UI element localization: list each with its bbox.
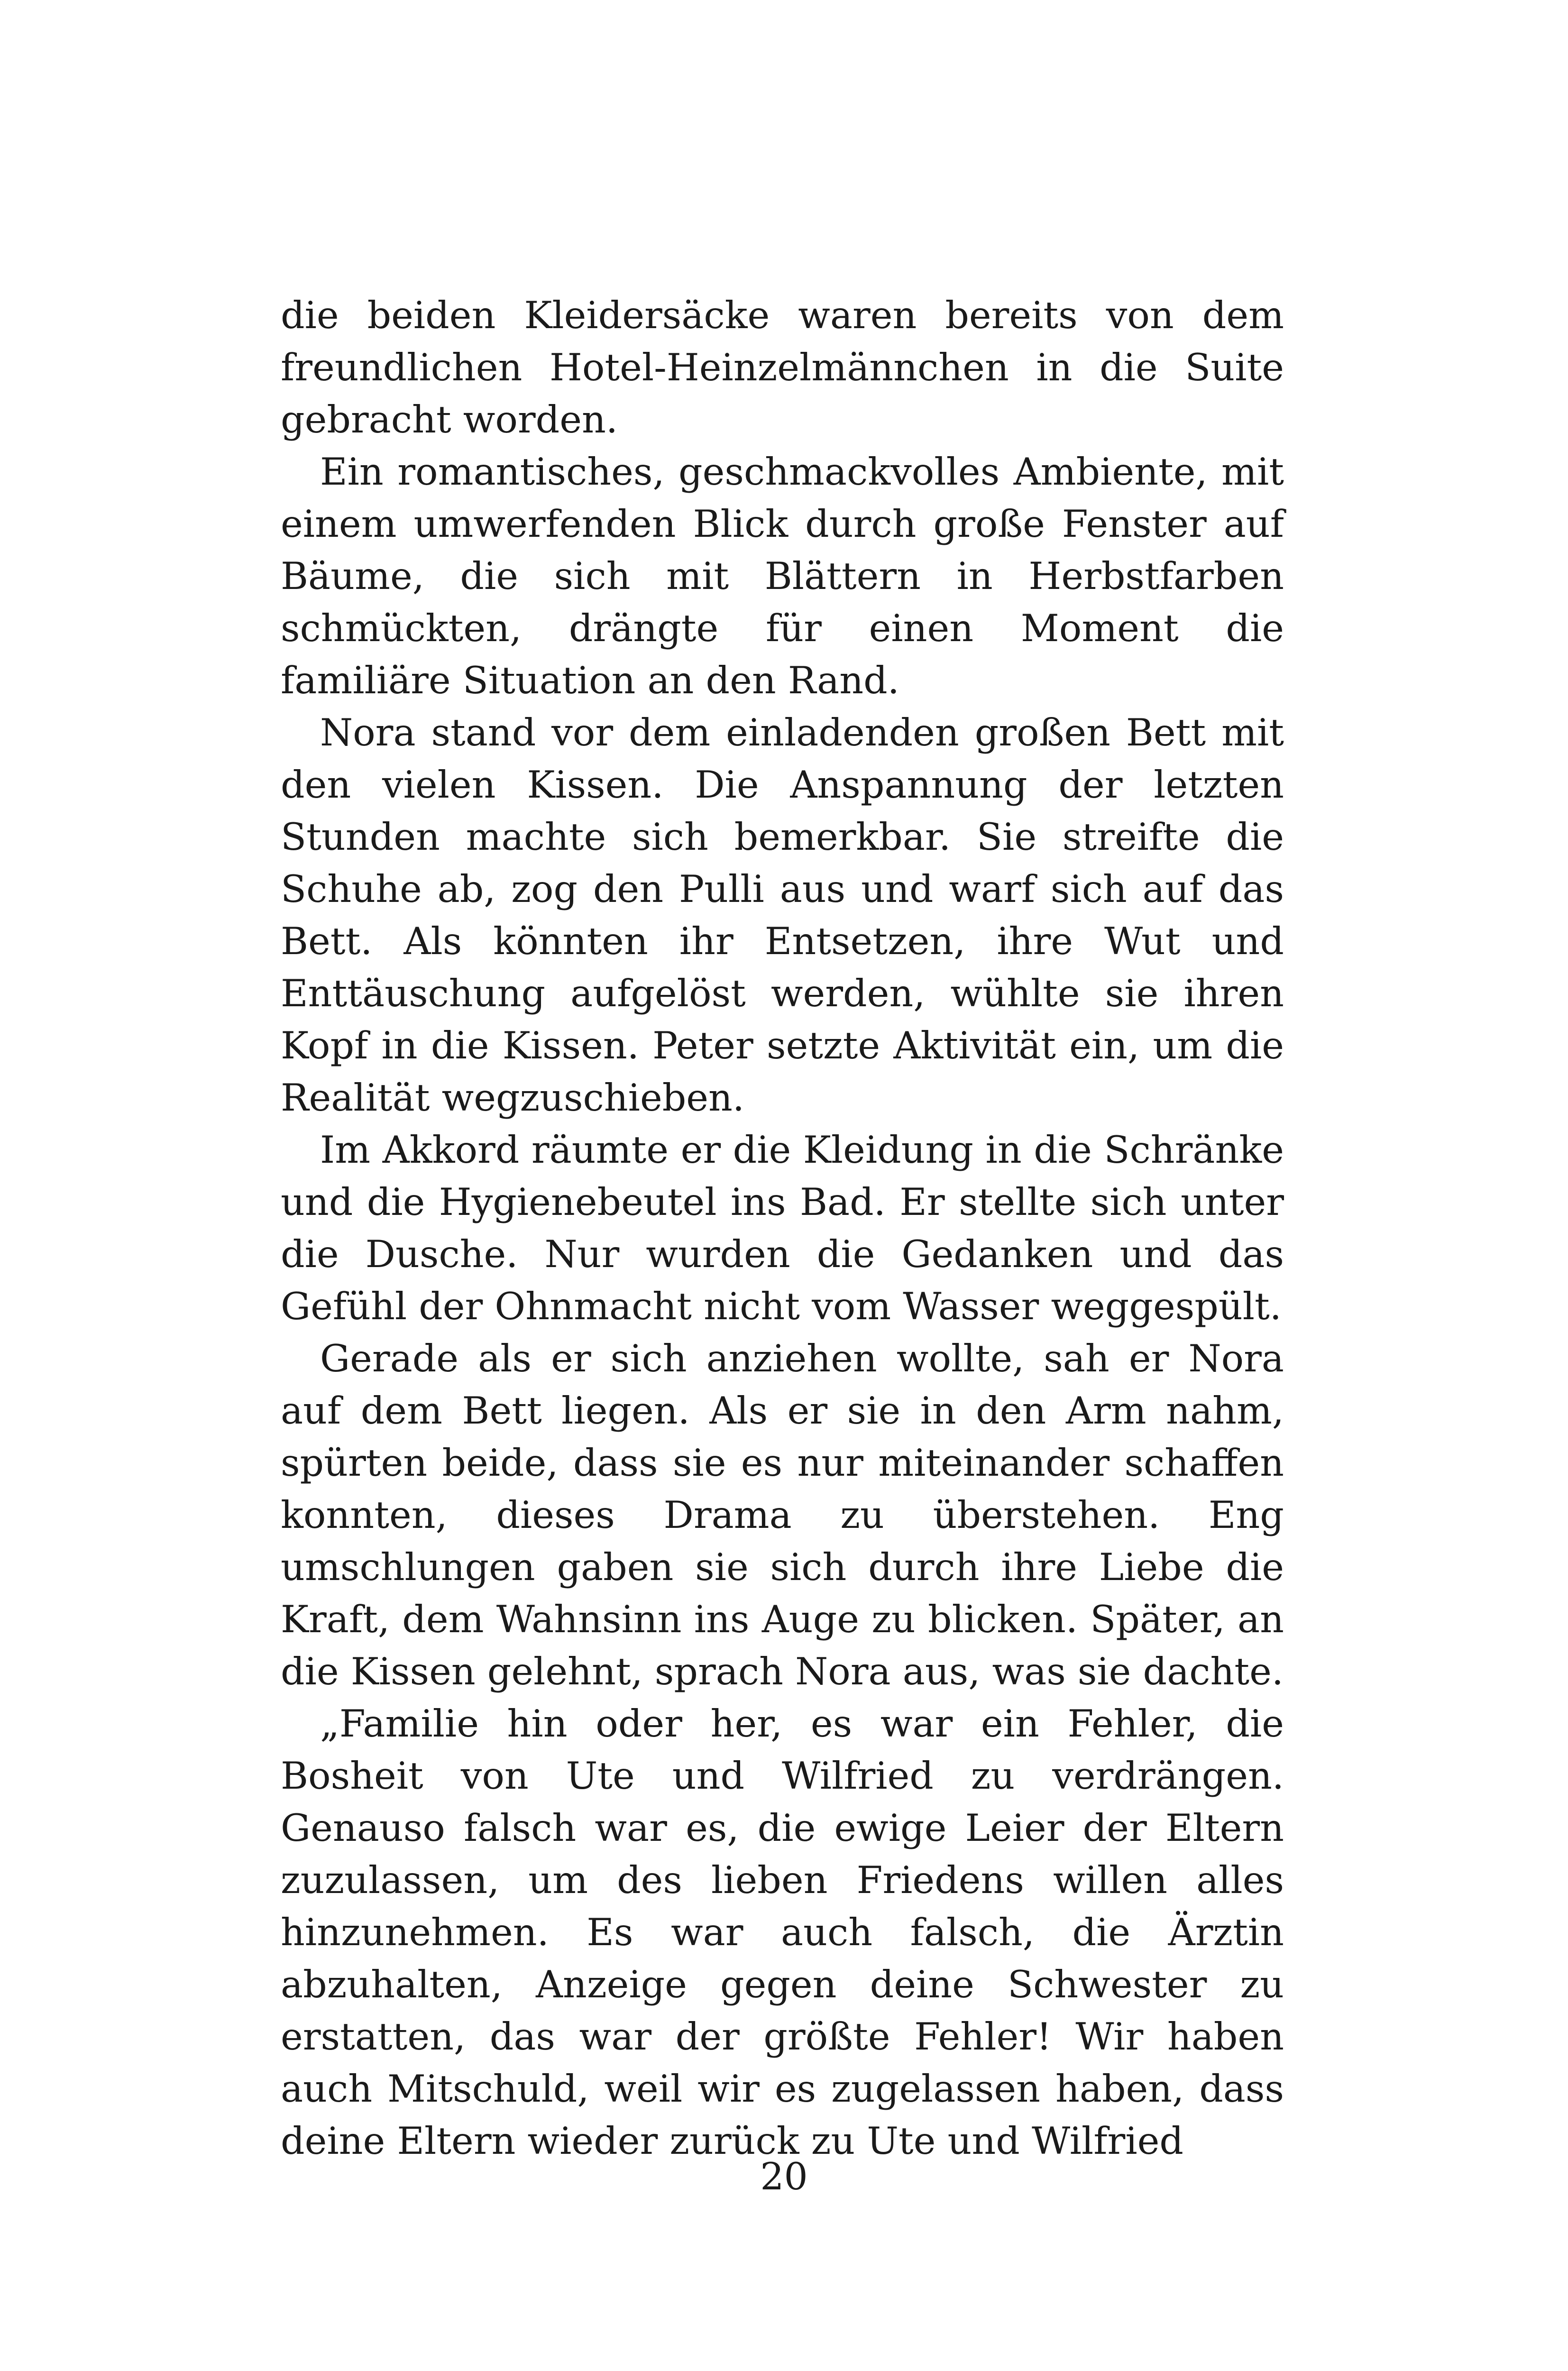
paragraph: Nora stand vor dem einladenden großen Bett mit den vielen Kissen. Die Anspannung der letzten Stunden machte sich bemerkbar. Sie streifte die Schuhe ab, zog den Pulli aus und warf sich auf das Bett. Als könnten ihr Entsetzen, ihre Wut und Enttäuschung aufgelöst werden, wühlte sie ihren Kopf in die Kissen. Peter setzte Aktivität ein, um die Realität wegzuschieben. <box>281 711 1284 1120</box>
page-number: 20 <box>760 2155 808 2198</box>
paragraph: „Familie hin oder her, es war ein Fehler, die Bosheit von Ute und Wilfried zu verdrängen. Genauso falsch war es, die ewige Leier der Eltern zuzulassen, um des lieben Friedens willen alles hinzunehmen. Es war auch falsch, die Ärztin abzuhalten, Anzeige gegen deine Schwester zu erstatten, das war der größte Fehler! Wir haben auch Mitschuld, weil wir es zugelassen haben, dass deine Eltern wieder zurück zu Ute und Wilfried <box>281 1702 1284 2163</box>
paragraph: Ein romantisches, geschmackvolles Ambiente, mit einem umwerfenden Blick durch große Fenster auf Bäume, die sich mit Blättern in Herbstfarben schmückten, drängte für einen Moment die familiäre Situation an den Rand. <box>281 450 1284 702</box>
paragraph: Im Akkord räumte er die Kleidung in die Schränke und die Hygienebeutel ins Bad. Er stellte sich unter die Dusche. Nur wurden die Gedanken und das Gefühl der Ohnmacht nicht vom Wasser weggespült. <box>281 1128 1284 1328</box>
paragraph: die beiden Kleidersäcke waren bereits von dem freundlichen Hotel-Heinzelmännchen in die Suite gebracht worden. <box>281 294 1284 441</box>
body-text <box>281 289 1284 2167</box>
paragraph: Gerade als er sich anziehen wollte, sah er Nora auf dem Bett liegen. Als er sie in den Arm nahm, spürten beide, dass sie es nur miteinander schaffen konnten, dieses Drama zu überstehen. Eng umschlungen gaben sie sich durch ihre Liebe die Kraft, dem Wahnsinn ins Auge zu blicken. Später, an die Kissen gelehnt, sprach Nora aus, was sie dachte. <box>281 1337 1284 1693</box>
